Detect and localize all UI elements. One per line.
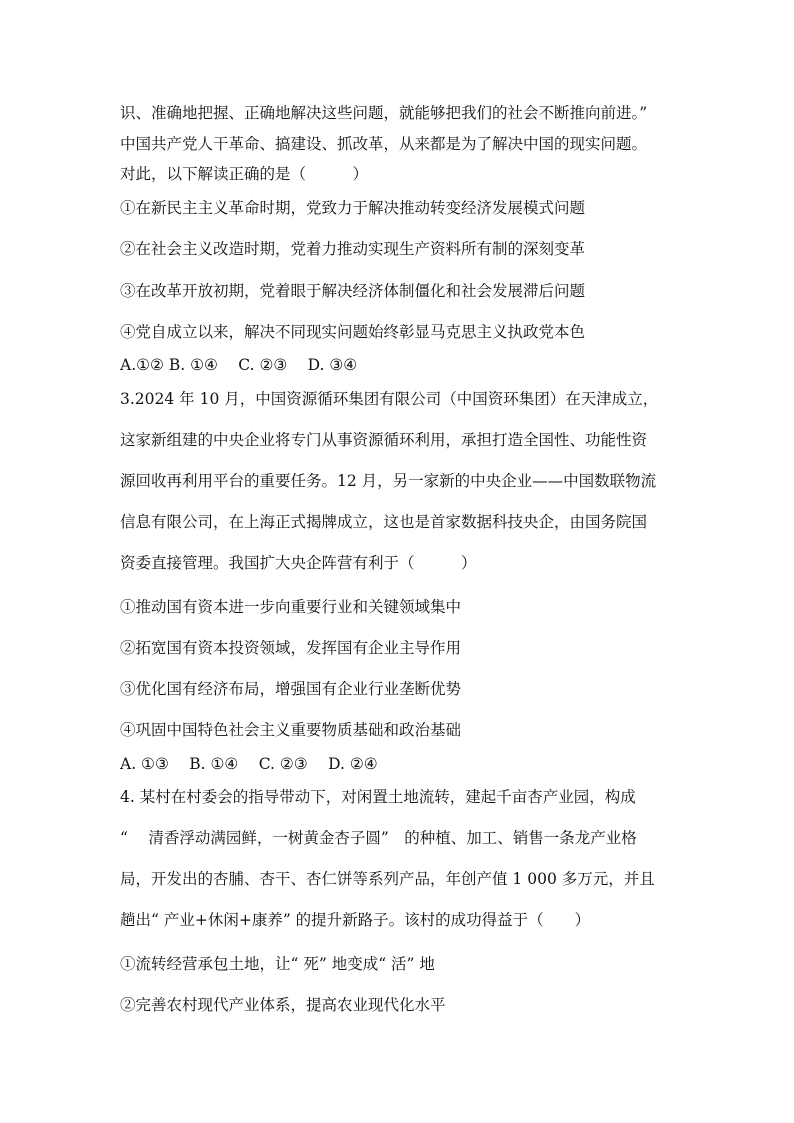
q4-option-1: ①流转经营承包土地，让“ 死” 地变成“ 活” 地 <box>120 955 435 973</box>
q2-answer-choices: A.①② B. ①④ C. ②③ D. ③④ <box>120 356 358 374</box>
q3-answer-choices: A. ①③ B. ①④ C. ②③ D. ②④ <box>120 755 378 773</box>
q4-option-2: ②完善农村现代产业体系，提高农业现代化水平 <box>120 996 446 1014</box>
q3-line-1: 3.2024 年 10 月，中国资源循环集团有限公司（中国资环集团）在天津成立， <box>120 390 659 408</box>
q3-line-2: 这家新组建的中央企业将专门从事资源循环利用，承担打造全国性、功能性资 <box>120 431 648 449</box>
q2-line-1: 识、准确地把握、正确地解决这些问题，就能够把我们的社会不断推向前进。” <box>120 104 648 122</box>
q2-line-2: 中国共产党人干革命、搞建设、抓改革，从来都是为了解决中国的现实问题。 <box>120 135 648 153</box>
q4-line-2: “ 清香浮动满园鲜，一树黄金杏子圆” 的种植、加工、销售一条龙产业格 <box>120 829 637 847</box>
q3-line-5: 资委直接管理。我国扩大央企阵营有利于（ ） <box>120 554 477 572</box>
q3-option-3: ③优化国有经济布局，增强国有企业行业垄断优势 <box>120 680 462 698</box>
q4-line-4: 趟出“ 产业+休闲+康养” 的提升新路子。该村的成功得益于（ ） <box>120 911 591 929</box>
q2-line-3: 对此，以下解读正确的是（ ） <box>120 165 369 183</box>
q4-line-1: 4. 某村在村委会的指导带动下，对闲置土地流转，建起千亩杏产业园，构成 <box>120 788 636 806</box>
q2-option-1: ①在新民主主义革命时期，党致力于解决推动转变经济发展模式问题 <box>120 199 586 217</box>
q4-line-3: 局，开发出的杏脯、杏干、杏仁饼等系列产品，年创产值 1 000 多万元，并且 <box>120 870 655 888</box>
q2-option-3: ③在改革开放初期，党着眼于解决经济体制僵化和社会发展滞后问题 <box>120 282 586 300</box>
q3-option-2: ②拓宽国有资本投资领域，发挥国有企业主导作用 <box>120 639 462 657</box>
q2-option-4: ④党自成立以来，解决不同现实问题始终彰显马克思主义执政党本色 <box>120 323 586 341</box>
q3-line-4: 信息有限公司，在上海正式揭牌成立，这也是首家数据科技央企，由国务院国 <box>120 513 648 531</box>
q3-option-4: ④巩固中国特色社会主义重要物质基础和政治基础 <box>120 721 462 739</box>
q3-line-3: 源回收再利用平台的重要任务。12 月，另一家新的中央企业——中国数联物流 <box>120 472 657 490</box>
q3-option-1: ①推动国有资本进一步向重要行业和关键领域集中 <box>120 598 462 616</box>
q2-option-2: ②在社会主义改造时期，党着力推动实现生产资料所有制的深刻变革 <box>120 240 586 258</box>
